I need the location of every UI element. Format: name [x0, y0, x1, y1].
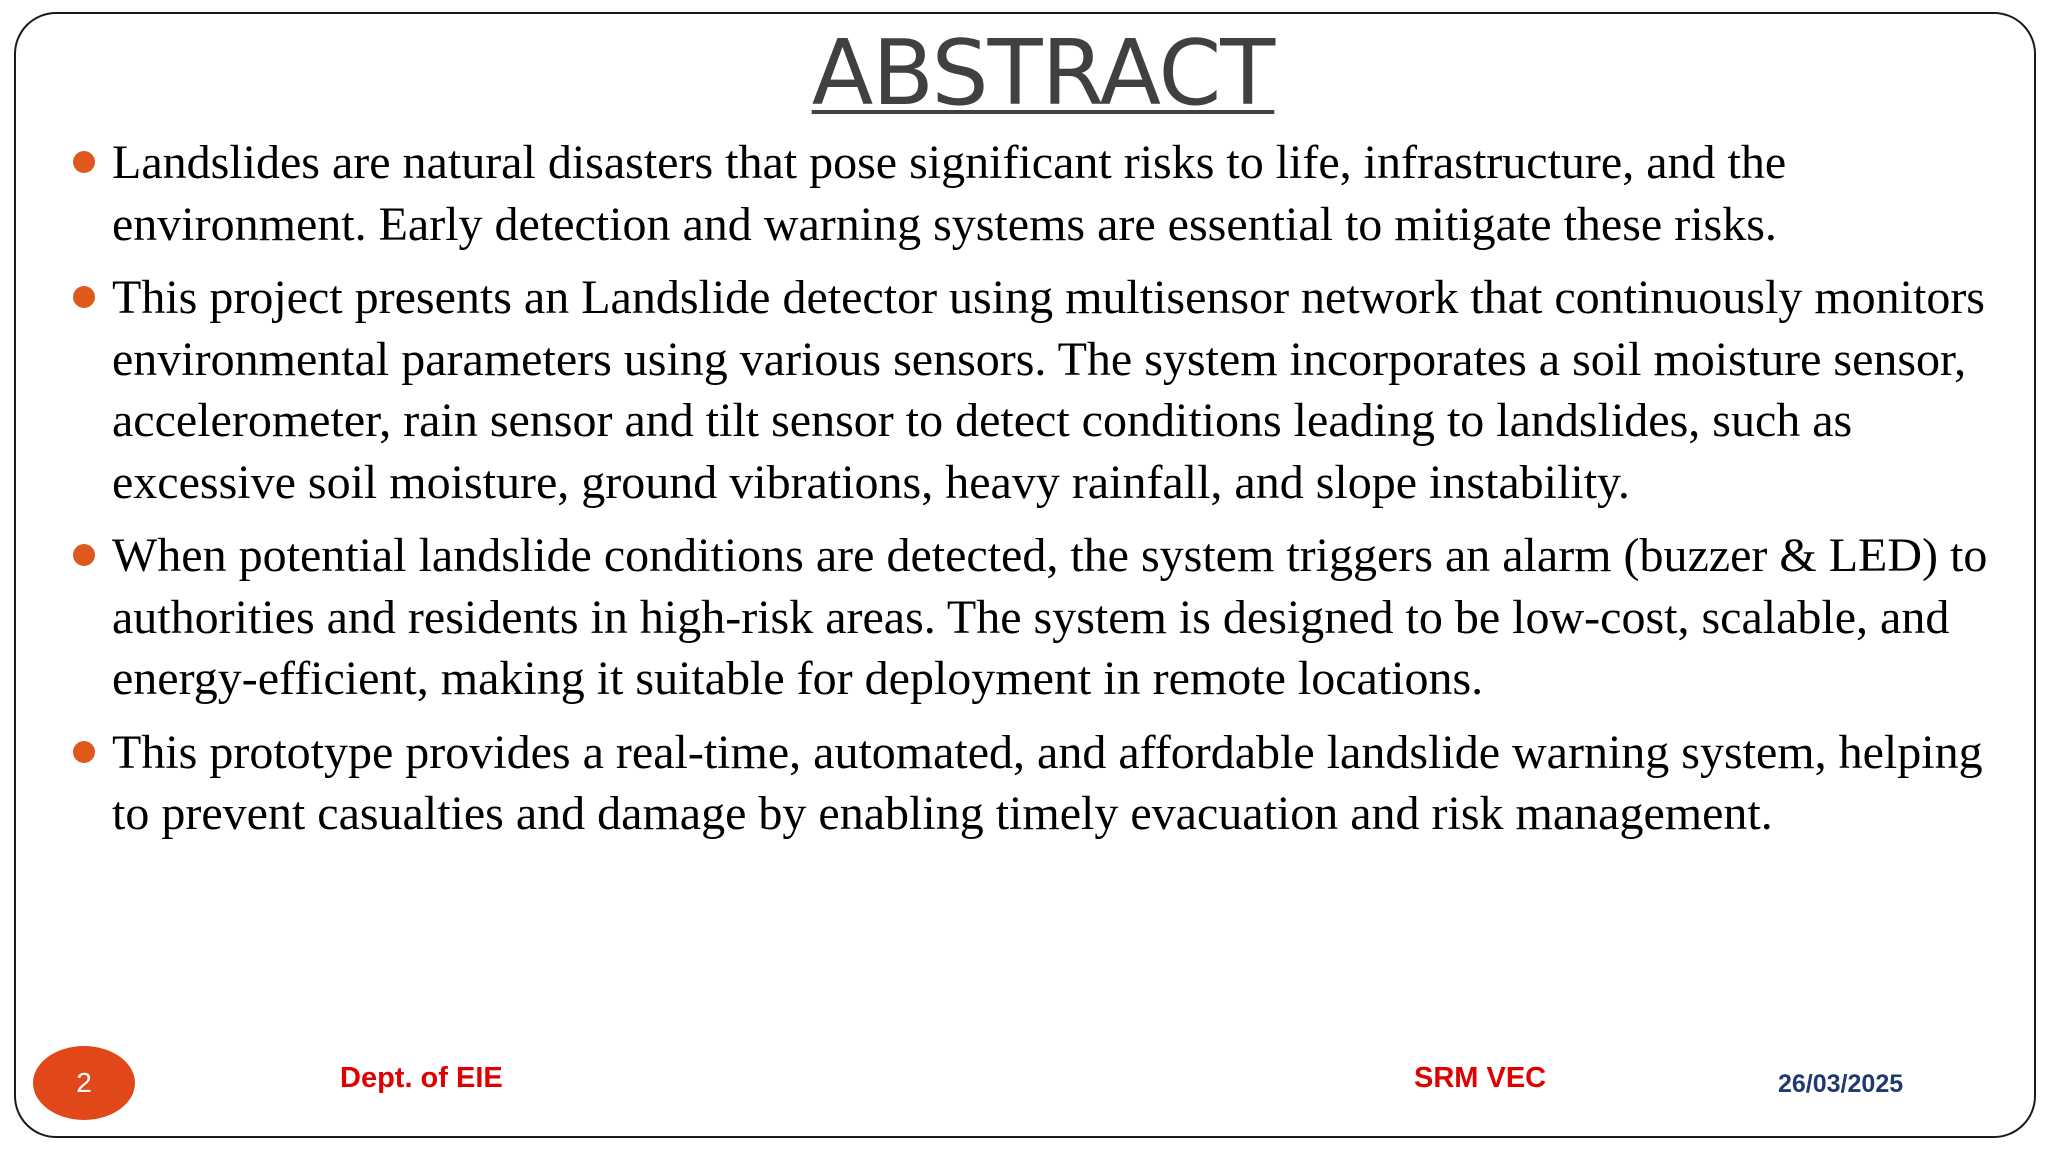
bullet-text: Landslides are natural disasters that pose significant risks to life, infrastructure, and the environment. Early detection and warning systems are essential to mitigate these risks.	[112, 136, 1787, 251]
bullet-dot-icon	[73, 741, 95, 763]
bullet-text: When potential landslide conditions are detected, the system triggers an alarm (buzzer & LED) to authorities and residents in high-risk areas. The system is designed to be low-cost, scalable, and energy-efficient, making it suitable for deployment in remote locations.	[112, 529, 1988, 705]
footer-institution: SRM VEC	[1414, 1062, 1547, 1094]
bullet-dot-icon	[73, 286, 95, 308]
bullet-text: This prototype provides a real-time, automated, and affordable landslide warning system, helping to prevent casualties and damage by enabling timely evacuation and risk management.	[112, 725, 1983, 840]
slide-title: ABSTRACT	[811, 21, 1275, 126]
bullet-text: This project presents an Landslide detector using multisensor network that continuously monitors environmental parameters using various sensors. The system incorporates a soil moisture sensor, accelerometer, rain sensor and tilt sensor to detect conditions leading to landslides, such as excessive soil moisture, ground vibrations, heavy rainfall, and slope instability.	[112, 271, 1985, 509]
bullet-list	[70, 132, 2000, 857]
bullet-item	[70, 132, 2000, 255]
bullet-dot-icon	[73, 544, 95, 566]
bullet-item	[70, 267, 2000, 513]
bullet-item	[70, 722, 2000, 845]
page-number-badge: 2	[33, 1046, 135, 1120]
bullet-dot-icon	[73, 151, 95, 173]
bullet-item	[70, 525, 2000, 710]
footer-department: Dept. of EIE	[340, 1062, 503, 1094]
footer-date: 26/03/2025	[1778, 1070, 1904, 1098]
